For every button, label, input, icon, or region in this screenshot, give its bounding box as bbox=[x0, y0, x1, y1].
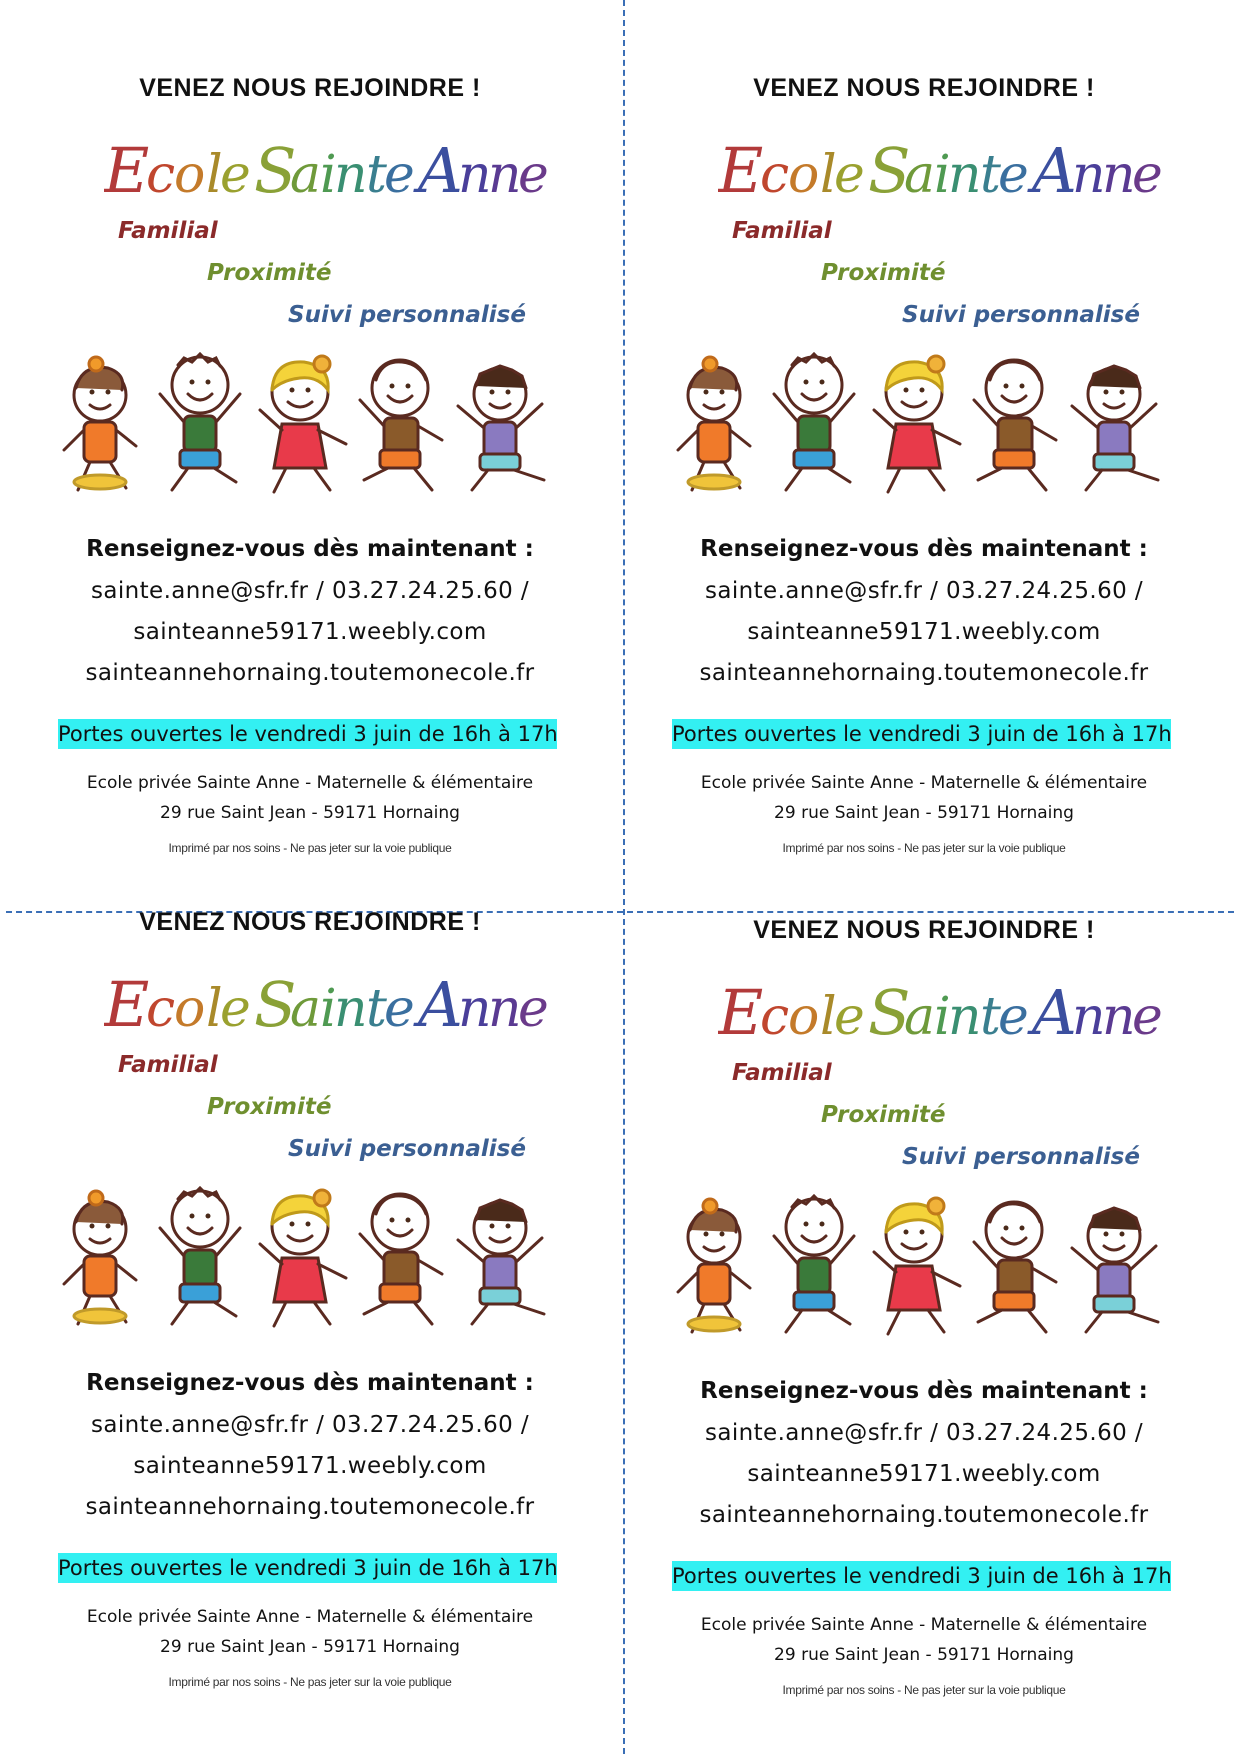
children-illustration bbox=[674, 1192, 1184, 1342]
open-house-banner: Portes ouvertes le vendredi 3 juin de 16h à 17h bbox=[58, 719, 557, 749]
svg-text:c: c bbox=[760, 145, 790, 205]
svg-text:l: l bbox=[206, 145, 223, 205]
svg-text:E: E bbox=[718, 134, 764, 207]
tag-familial: Familial bbox=[118, 218, 218, 244]
svg-text:t: t bbox=[980, 987, 1001, 1047]
flyer-4 bbox=[614, 842, 1214, 1697]
contact-school-site: sainteannehornaing.toutemonecole.fr bbox=[699, 1502, 1149, 1528]
svg-text:S: S bbox=[868, 976, 911, 1049]
svg-text:i: i bbox=[320, 979, 337, 1039]
school-logo bbox=[104, 130, 554, 220]
svg-text:l: l bbox=[820, 987, 837, 1047]
svg-text:S: S bbox=[868, 134, 911, 207]
svg-text:S: S bbox=[254, 968, 297, 1041]
school-description: Ecole privée Sainte Anne - Maternelle & élémentaire bbox=[86, 1607, 534, 1627]
svg-text:e: e bbox=[518, 145, 549, 205]
svg-text:A: A bbox=[418, 134, 463, 207]
contact-email-phone: sainte.anne@sfr.fr / 03.27.24.25.60 / bbox=[704, 578, 1144, 604]
tag-familial: Familial bbox=[118, 1052, 218, 1078]
svg-text:e: e bbox=[998, 145, 1029, 205]
svg-text:e: e bbox=[834, 145, 865, 205]
contact-heading: Renseignez-vous dès maintenant : bbox=[86, 536, 534, 562]
svg-text:n: n bbox=[948, 145, 982, 205]
flyer-title: VENEZ NOUS REJOINDRE ! bbox=[753, 74, 1095, 102]
svg-text:E: E bbox=[104, 968, 150, 1041]
flyer-3 bbox=[0, 834, 600, 1689]
tag-suivi-personnalise: Suivi personnalisé bbox=[902, 302, 1140, 328]
svg-text:n: n bbox=[1102, 145, 1136, 205]
svg-text:c: c bbox=[146, 145, 176, 205]
tag-proximite: Proximité bbox=[821, 260, 946, 286]
svg-text:e: e bbox=[518, 979, 549, 1039]
svg-text:o: o bbox=[174, 979, 206, 1039]
school-logo bbox=[718, 972, 1168, 1062]
contact-heading: Renseignez-vous dès maintenant : bbox=[700, 536, 1148, 562]
svg-text:A: A bbox=[1032, 976, 1077, 1049]
svg-text:n: n bbox=[334, 145, 368, 205]
contact-school-site: sainteannehornaing.toutemonecole.fr bbox=[85, 1494, 535, 1520]
svg-text:t: t bbox=[980, 145, 1001, 205]
svg-text:A: A bbox=[1032, 134, 1077, 207]
svg-text:e: e bbox=[834, 987, 865, 1047]
tag-familial: Familial bbox=[732, 218, 832, 244]
contact-website: sainteanne59171.weebly.com bbox=[747, 619, 1101, 645]
contact-school-site: sainteannehornaing.toutemonecole.fr bbox=[85, 660, 535, 686]
svg-text:E: E bbox=[718, 976, 764, 1049]
svg-text:a: a bbox=[290, 979, 322, 1039]
school-logo bbox=[104, 964, 554, 1054]
svg-text:a: a bbox=[290, 145, 322, 205]
tag-suivi-personnalise: Suivi personnalisé bbox=[288, 302, 526, 328]
svg-text:e: e bbox=[220, 979, 251, 1039]
school-address: 29 rue Saint Jean - 59171 Hornaing bbox=[160, 1637, 460, 1657]
children-illustration bbox=[674, 350, 1184, 500]
svg-text:n: n bbox=[488, 145, 522, 205]
contact-email-phone: sainte.anne@sfr.fr / 03.27.24.25.60 / bbox=[90, 578, 530, 604]
school-address: 29 rue Saint Jean - 59171 Hornaing bbox=[774, 1645, 1074, 1665]
open-house-banner: Portes ouvertes le vendredi 3 juin de 16h à 17h bbox=[58, 1553, 557, 1583]
tag-proximite: Proximité bbox=[207, 260, 332, 286]
print-notice: Imprimé par nos soins - Ne pas jeter sur la voie publique bbox=[782, 841, 1066, 855]
school-description: Ecole privée Sainte Anne - Maternelle & élémentaire bbox=[86, 773, 534, 793]
tag-suivi-personnalise: Suivi personnalisé bbox=[288, 1136, 526, 1162]
children-illustration bbox=[60, 350, 570, 500]
school-description: Ecole privée Sainte Anne - Maternelle & élémentaire bbox=[700, 773, 1148, 793]
school-address: 29 rue Saint Jean - 59171 Hornaing bbox=[160, 803, 460, 823]
svg-text:a: a bbox=[904, 987, 936, 1047]
contact-website: sainteanne59171.weebly.com bbox=[133, 619, 487, 645]
tag-suivi-personnalise: Suivi personnalisé bbox=[902, 1144, 1140, 1170]
svg-text:e: e bbox=[220, 145, 251, 205]
svg-text:l: l bbox=[206, 979, 223, 1039]
svg-text:a: a bbox=[904, 145, 936, 205]
contact-school-site: sainteannehornaing.toutemonecole.fr bbox=[699, 660, 1149, 686]
svg-text:e: e bbox=[384, 145, 415, 205]
open-house-banner: Portes ouvertes le vendredi 3 juin de 16h à 17h bbox=[672, 1561, 1171, 1591]
svg-text:e: e bbox=[1132, 145, 1163, 205]
svg-text:S: S bbox=[254, 134, 297, 207]
children-illustration bbox=[60, 1184, 570, 1334]
svg-text:o: o bbox=[174, 145, 206, 205]
svg-text:n: n bbox=[1072, 987, 1106, 1047]
flyer-1 bbox=[0, 0, 600, 855]
contact-email-phone: sainte.anne@sfr.fr / 03.27.24.25.60 / bbox=[90, 1412, 530, 1438]
school-address: 29 rue Saint Jean - 59171 Hornaing bbox=[774, 803, 1074, 823]
svg-text:c: c bbox=[146, 979, 176, 1039]
contact-heading: Renseignez-vous dès maintenant : bbox=[86, 1370, 534, 1396]
tag-proximite: Proximité bbox=[207, 1094, 332, 1120]
svg-text:n: n bbox=[1072, 145, 1106, 205]
svg-text:i: i bbox=[320, 145, 337, 205]
flyer-title: VENEZ NOUS REJOINDRE ! bbox=[139, 74, 481, 102]
open-house-banner: Portes ouvertes le vendredi 3 juin de 16h à 17h bbox=[672, 719, 1171, 749]
print-notice: Imprimé par nos soins - Ne pas jeter sur la voie publique bbox=[168, 1675, 452, 1689]
svg-text:n: n bbox=[458, 145, 492, 205]
print-notice: Imprimé par nos soins - Ne pas jeter sur la voie publique bbox=[782, 1683, 1066, 1697]
svg-text:n: n bbox=[948, 987, 982, 1047]
school-logo bbox=[718, 130, 1168, 220]
svg-text:c: c bbox=[760, 987, 790, 1047]
svg-text:e: e bbox=[384, 979, 415, 1039]
tag-familial: Familial bbox=[732, 1060, 832, 1086]
svg-text:n: n bbox=[458, 979, 492, 1039]
svg-text:e: e bbox=[1132, 987, 1163, 1047]
svg-text:i: i bbox=[934, 145, 951, 205]
flyer-2 bbox=[614, 0, 1214, 855]
svg-text:i: i bbox=[934, 987, 951, 1047]
flyer-title: VENEZ NOUS REJOINDRE ! bbox=[139, 908, 481, 936]
svg-text:n: n bbox=[1102, 987, 1136, 1047]
contact-email-phone: sainte.anne@sfr.fr / 03.27.24.25.60 / bbox=[704, 1420, 1144, 1446]
svg-text:n: n bbox=[488, 979, 522, 1039]
contact-heading: Renseignez-vous dès maintenant : bbox=[700, 1378, 1148, 1404]
svg-text:l: l bbox=[820, 145, 837, 205]
svg-text:e: e bbox=[998, 987, 1029, 1047]
svg-text:o: o bbox=[788, 145, 820, 205]
tag-proximite: Proximité bbox=[821, 1102, 946, 1128]
contact-website: sainteanne59171.weebly.com bbox=[133, 1453, 487, 1479]
svg-text:n: n bbox=[334, 979, 368, 1039]
svg-text:o: o bbox=[788, 987, 820, 1047]
flyer-title: VENEZ NOUS REJOINDRE ! bbox=[753, 916, 1095, 944]
print-notice: Imprimé par nos soins - Ne pas jeter sur la voie publique bbox=[168, 841, 452, 855]
contact-website: sainteanne59171.weebly.com bbox=[747, 1461, 1101, 1487]
school-description: Ecole privée Sainte Anne - Maternelle & élémentaire bbox=[700, 1615, 1148, 1635]
svg-text:t: t bbox=[366, 145, 387, 205]
svg-text:t: t bbox=[366, 979, 387, 1039]
svg-text:E: E bbox=[104, 134, 150, 207]
svg-text:A: A bbox=[418, 968, 463, 1041]
